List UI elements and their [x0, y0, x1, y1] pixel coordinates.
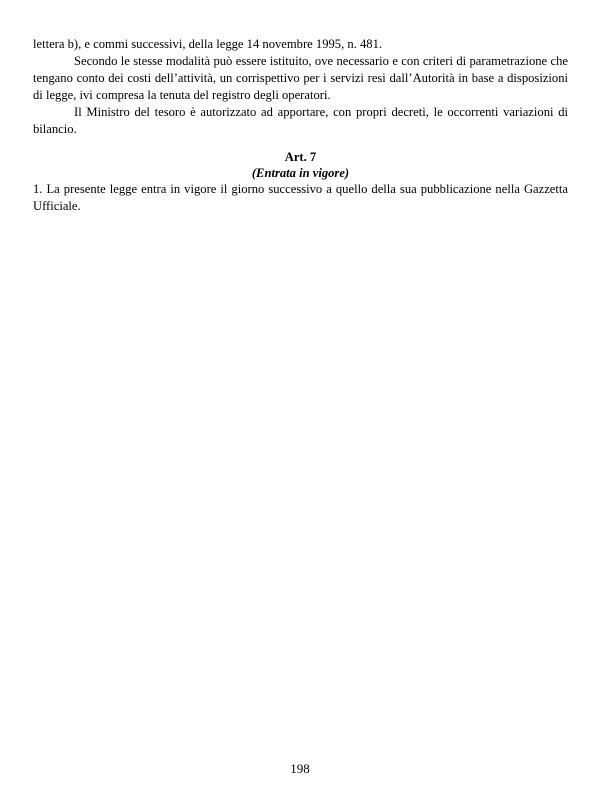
article-title: Art. 7 [284, 150, 317, 164]
document-body [33, 36, 568, 215]
article-heading [33, 149, 568, 181]
article-paragraph-1: 1. La presente legge entra in vigore il giorno successivo a quello della sua pubblicazione nella Gazzetta Ufficiale. [33, 182, 568, 213]
page-number: 198 [290, 761, 310, 776]
article-subtitle: (Entrata in vigore) [251, 166, 350, 180]
paragraph-fee-criteria: Secondo le stesse modalità può essere istituito, ove necessario e con criteri di parametrazione che tengano conto dei costi dell’attività, un corrispettivo per i servizi resi dall’Autorità in base a disposizioni di legge, ivi compresa la tenuta del registro degli operatori. [33, 54, 568, 102]
paragraph-continuation: lettera b), e commi successivi, della legge 14 novembre 1995, n. 481. [33, 37, 383, 51]
paragraph-budget-variations: Il Ministro del tesoro è autorizzato ad apportare, con propri decreti, le occorrenti variazioni di bilancio. [33, 105, 568, 136]
